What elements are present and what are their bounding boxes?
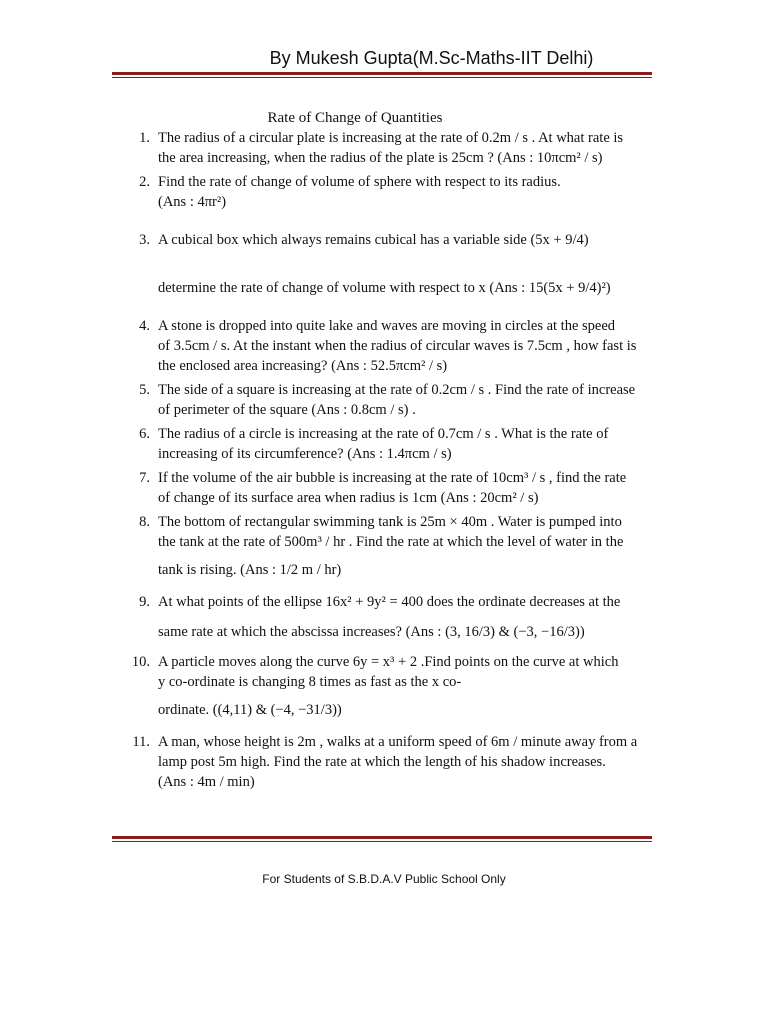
question-6: 6. The radius of a circle is increasing at the rate of 0.7cm / s . What is the rate of increasing of its circumference? (Ans : 1.4πcm / s) bbox=[139, 426, 609, 462]
page-header bbox=[0, 48, 768, 69]
footer-rule bbox=[112, 836, 652, 842]
header-rule bbox=[112, 72, 652, 78]
question-4: 4. A stone is dropped into quite lake and waves are moving in circles at the speed of 3.5cm / s. At the instant when the radius of circular waves is 7.5cm , how fast is the enclosed area increasing? (Ans : 52.5πcm² / s) bbox=[139, 318, 637, 374]
question-9: 9. At what points of the ellipse 16x² + 9y² = 400 does the ordinate decreases at the same rate at which the abscissa increases? (Ans : (3, 16/3) & (−3, −16/3)) bbox=[139, 594, 621, 640]
question-3: 3. A cubical box which always remains cubical has a variable side (5x + 9/4) determine the rate of change of volume with respect to x (Ans : 15(5x + 9/4)²) bbox=[139, 232, 611, 296]
author-line: By Mukesh Gupta(M.Sc-Maths-IIT Delhi) bbox=[269, 48, 594, 68]
question-list bbox=[124, 128, 654, 796]
question-10: 10. A particle moves along the curve 6y = x³ + 2 .Find points on the curve at which y co-ordinate is changing 8 times as fast as the x co- ordinate. ((4,11) & (−4, −31/3)) bbox=[131, 654, 619, 718]
document-title: Rate of Change of Quantities bbox=[267, 110, 443, 126]
question-2: 2. Find the rate of change of volume of sphere with respect to its radius. (Ans : 4πr²) bbox=[139, 174, 561, 210]
question-1: 1. The radius of a circular plate is increasing at the rate of 0.2m / s . At what rate is the area increasing, when the radius of the plate is 25cm ? (Ans : 10πcm² / s) bbox=[139, 130, 624, 166]
question-11: 11. A man, whose height is 2m , walks at a uniform speed of 6m / minute away from a lamp post 5m high. Find the rate at which the length of his shadow increases. (Ans : 4m / min) bbox=[132, 734, 638, 790]
page-footer: For Students of S.B.D.A.V Public School Only bbox=[262, 872, 506, 886]
question-7: 7. If the volume of the air bubble is increasing at the rate of 10cm³ / s , find the rate of change of its surface area when radius is 1cm (Ans : 20cm² / s) bbox=[139, 470, 627, 506]
question-5: 5. The side of a square is increasing at the rate of 0.2cm / s . Find the rate of increase of perimeter of the square (Ans : 0.8cm / s) . bbox=[139, 382, 636, 418]
question-8: 8. The bottom of rectangular swimming tank is 25m × 40m . Water is pumped into the tank at the rate of 500m³ / hr . Find the rate at which the level of water in the tank is rising. (Ans : 1/2 m / hr) bbox=[139, 514, 624, 578]
